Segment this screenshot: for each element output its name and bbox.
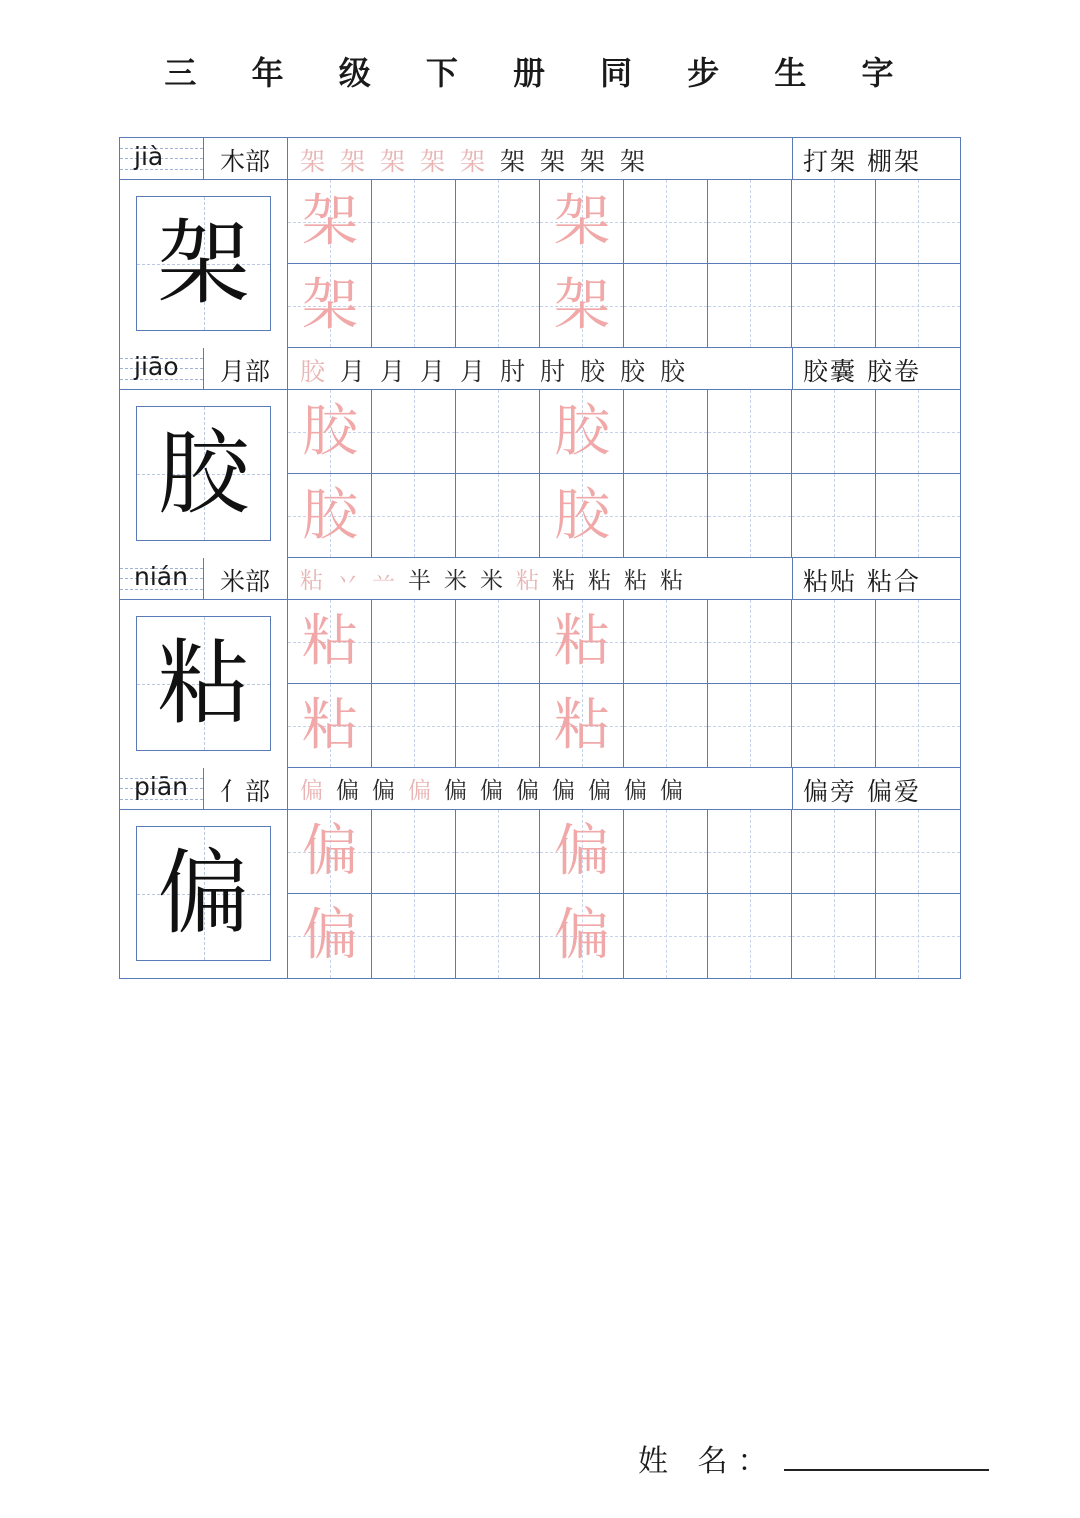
practice-cell[interactable] [372,264,456,348]
practice-cell[interactable] [792,894,876,978]
trace-character: 偏 [302,819,358,884]
pinyin-cell [120,348,204,390]
practice-cell[interactable] [288,390,372,474]
practice-cell[interactable] [456,684,540,768]
practice-cell[interactable] [288,894,372,978]
practice-cell[interactable] [708,600,792,684]
practice-cell[interactable] [624,684,708,768]
practice-grid [288,600,960,768]
practice-cell[interactable] [876,600,960,684]
stroke-step: 架 [300,147,326,176]
stroke-step: 肘 [500,357,526,386]
stroke-step: 米 [480,568,503,594]
practice-cell[interactable] [288,264,372,348]
stroke-step: 月 [460,357,486,386]
practice-cell[interactable] [456,474,540,558]
radical-cell [204,768,288,810]
radical: 亻部 [220,777,271,806]
pinyin-cell [120,138,204,180]
practice-cell[interactable] [288,684,372,768]
words-cell [792,138,960,180]
model-character-cell [120,180,288,348]
practice-cell[interactable] [624,180,708,264]
practice-cell[interactable] [876,684,960,768]
trace-character: 架 [554,189,610,254]
words-cell [792,348,960,390]
stroke-step: 偏 [588,778,611,804]
pinyin-cell [120,558,204,600]
example-words: 打架 棚架 [803,147,921,176]
name-field [638,1436,989,1480]
trace-character: 胶 [554,483,610,548]
model-character: 粘 [157,630,250,737]
trace-character: 偏 [554,819,610,884]
stroke-step: 偏 [372,778,395,804]
model-character: 胶 [157,420,250,527]
stroke-step: 架 [380,147,406,176]
stroke-step: 粘 [660,568,683,594]
stroke-step: 半 [408,568,431,594]
practice-cell[interactable] [372,810,456,894]
trace-character: 粘 [302,609,358,674]
trace-character: 架 [554,273,610,338]
character-header [120,768,960,810]
practice-cell[interactable] [876,810,960,894]
practice-cell[interactable] [540,600,624,684]
practice-cell[interactable] [876,180,960,264]
trace-character: 粘 [302,693,358,758]
stroke-step: 偏 [552,778,575,804]
model-character-cell [120,390,288,558]
stroke-step: 䒑 [372,568,395,594]
words-cell [792,558,960,600]
model-character: 偏 [157,840,250,947]
trace-character: 偏 [302,903,358,968]
model-character: 架 [157,210,250,317]
practice-cell[interactable] [624,600,708,684]
page-title: 三 年 级 下 册 同 步 生 字 [164,54,916,92]
stroke-step: 偏 [624,778,647,804]
pinyin-cell [120,768,204,810]
practice-cell[interactable] [708,180,792,264]
stroke-step: 胶 [620,357,646,386]
practice-cell[interactable] [792,810,876,894]
practice-cell[interactable] [372,180,456,264]
stroke-step: 米 [444,568,467,594]
stroke-step: 粘 [588,568,611,594]
practice-cell[interactable] [708,264,792,348]
practice-cell[interactable] [792,390,876,474]
stroke-step: 胶 [580,357,606,386]
practice-cell[interactable] [372,390,456,474]
practice-cell[interactable] [456,264,540,348]
practice-cell[interactable] [708,894,792,978]
stroke-step: 粘 [552,568,575,594]
model-character-frame [136,616,271,751]
pinyin: jià [134,142,164,171]
practice-cell[interactable] [792,474,876,558]
practice-cell[interactable] [372,600,456,684]
stroke-step: 胶 [660,357,686,386]
pinyin: piān [134,772,188,801]
trace-character: 架 [302,273,358,338]
practice-cell[interactable] [456,600,540,684]
practice-cell[interactable] [624,264,708,348]
practice-cell[interactable] [792,684,876,768]
practice-cell[interactable] [708,684,792,768]
name-input-line[interactable] [784,1439,989,1471]
practice-cell[interactable] [540,894,624,978]
stroke-step: 胶 [300,357,326,386]
trace-character: 偏 [554,903,610,968]
stroke-step: 架 [580,147,606,176]
trace-character: 粘 [554,693,610,758]
model-character-frame [136,406,271,541]
trace-character: 粘 [554,609,610,674]
stroke-step: 偏 [660,778,683,804]
trace-character: 胶 [554,399,610,464]
stroke-step: 偏 [480,778,503,804]
model-character-cell [120,810,288,978]
practice-cell[interactable] [288,474,372,558]
stroke-step: 偏 [444,778,467,804]
radical-cell [204,138,288,180]
pinyin: nián [134,562,188,591]
practice-grid [288,180,960,348]
words-cell [792,768,960,810]
practice-cell[interactable] [456,180,540,264]
practice-cell[interactable] [708,390,792,474]
practice-cell[interactable] [288,600,372,684]
practice-cell[interactable] [792,600,876,684]
character-header [120,138,960,180]
practice-grid [288,810,960,978]
practice-cell[interactable] [456,390,540,474]
character-block-pian [120,768,960,978]
practice-cell[interactable] [624,474,708,558]
practice-cell[interactable] [624,810,708,894]
stroke-step: 架 [340,147,366,176]
example-words: 偏旁 偏爱 [803,777,921,806]
radical: 月部 [220,357,271,386]
stroke-order [300,142,790,178]
stroke-step: 架 [460,147,486,176]
stroke-step: 粘 [624,568,647,594]
practice-cell[interactable] [540,264,624,348]
practice-cell[interactable] [456,810,540,894]
practice-cell[interactable] [708,474,792,558]
stroke-step: 偏 [300,778,323,804]
model-character-cell [120,600,288,768]
name-label: 姓 名： [638,1444,778,1479]
practice-cell[interactable] [540,474,624,558]
trace-character: 胶 [302,483,358,548]
stroke-step: 偏 [516,778,539,804]
practice-cell[interactable] [540,180,624,264]
practice-cell[interactable] [792,180,876,264]
practice-cell[interactable] [288,180,372,264]
stroke-step: 月 [420,357,446,386]
trace-character: 架 [302,189,358,254]
example-words: 胶囊 胶卷 [803,357,921,386]
stroke-step: 丷 [336,568,359,594]
model-character-frame [136,826,271,961]
practice-cell[interactable] [876,474,960,558]
stroke-step: 架 [420,147,446,176]
practice-cell[interactable] [876,894,960,978]
practice-cell[interactable] [372,684,456,768]
writing-grid [119,137,961,979]
radical-cell [204,348,288,390]
practice-cell[interactable] [624,390,708,474]
stroke-step: 月 [380,357,406,386]
radical-cell [204,558,288,600]
practice-cell[interactable] [540,390,624,474]
stroke-step: 粘 [300,568,323,594]
stroke-order [300,562,790,598]
practice-cell[interactable] [624,894,708,978]
stroke-step: 架 [540,147,566,176]
practice-cell[interactable] [540,810,624,894]
practice-cell[interactable] [456,894,540,978]
practice-grid [288,390,960,558]
stroke-step: 粘 [516,568,539,594]
practice-cell[interactable] [876,264,960,348]
stroke-order [300,352,790,388]
model-character-frame [136,196,271,331]
practice-cell[interactable] [372,474,456,558]
practice-cell[interactable] [372,894,456,978]
example-words: 粘贴 粘合 [803,567,921,596]
stroke-step: 月 [340,357,366,386]
stroke-step: 偏 [336,778,359,804]
radical: 木部 [220,147,271,176]
practice-cell[interactable] [876,390,960,474]
character-block-jiao [120,348,960,558]
character-header [120,348,960,390]
practice-cell[interactable] [288,810,372,894]
stroke-step: 架 [620,147,646,176]
character-header [120,558,960,600]
trace-character: 胶 [302,399,358,464]
stroke-step: 架 [500,147,526,176]
pinyin: jiāo [134,352,179,381]
practice-cell[interactable] [792,264,876,348]
character-block-nian [120,558,960,768]
stroke-step: 肘 [540,357,566,386]
character-block-jia [120,138,960,348]
stroke-order [300,772,790,808]
radical: 米部 [220,567,271,596]
stroke-step: 偏 [408,778,431,804]
practice-cell[interactable] [708,810,792,894]
practice-cell[interactable] [540,684,624,768]
